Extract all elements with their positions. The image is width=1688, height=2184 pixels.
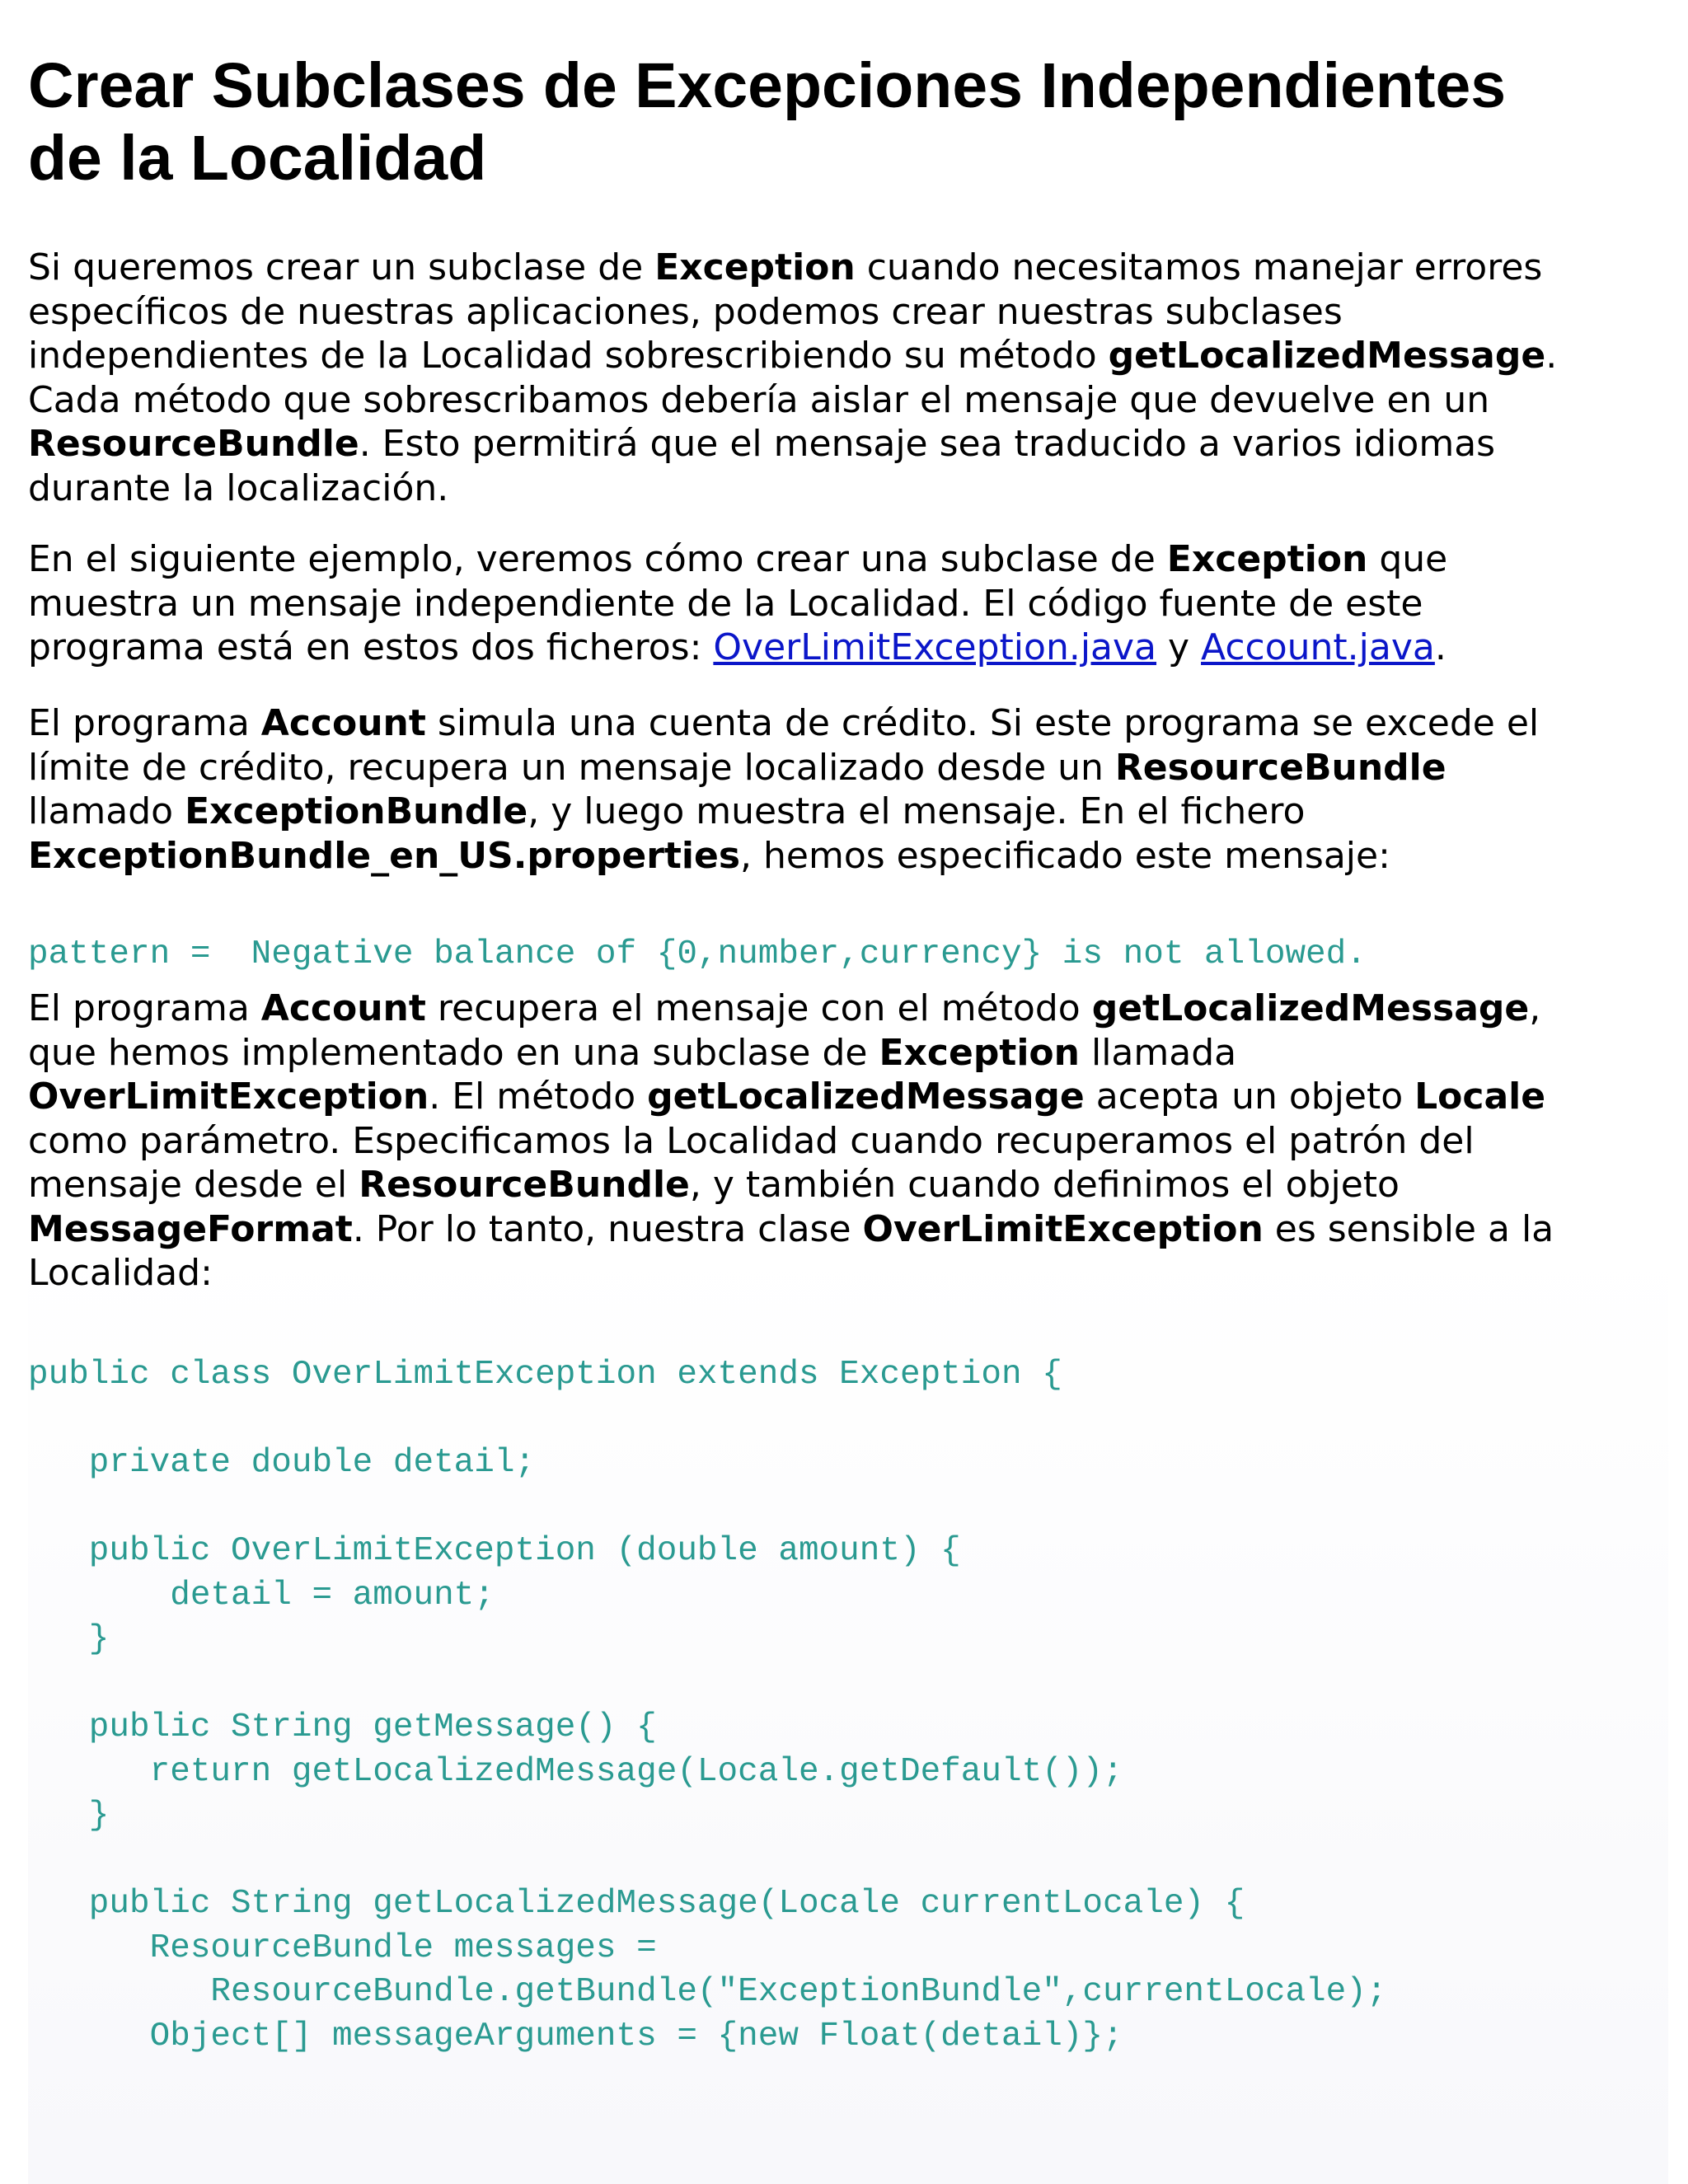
page-title: [28, 49, 1660, 194]
text-line: [28, 790, 1668, 834]
example-paragraph: [28, 537, 1668, 670]
text-run: Si queremos crear un subclase de: [28, 246, 655, 288]
text-line: [28, 334, 1668, 378]
bold-term: getLocalizedMessage: [1091, 987, 1530, 1029]
file-link[interactable]: OverLimitException.java: [713, 626, 1157, 668]
text-line: [28, 378, 1668, 423]
title-line: Crear Subclases de Excepciones Independientes: [28, 50, 1507, 121]
text-run: .: [1545, 335, 1558, 377]
code-line: [28, 1486, 1386, 1530]
intro-paragraph: [28, 246, 1668, 510]
text-line: [28, 422, 1668, 466]
text-line: [28, 537, 1668, 582]
code-line: [28, 1839, 1386, 1883]
text-run: , hemos especificado este mensaje:: [740, 834, 1390, 877]
text-run: llamado: [28, 790, 185, 832]
java-code-block: [28, 1353, 1386, 2059]
text-run: , y también cuando definimos el objeto: [689, 1164, 1400, 1206]
account-paragraph: [28, 701, 1668, 878]
text-run: simula una cuenta de crédito. Si este programa se excede el: [425, 702, 1540, 744]
text-line: [28, 1075, 1668, 1119]
bold-term: ResourceBundle: [359, 1164, 690, 1206]
bold-term: OverLimitException: [28, 1076, 429, 1118]
text-run: que hemos implementado en una subclase de: [28, 1031, 879, 1074]
code-line: }: [28, 1797, 110, 1835]
bold-term: ResourceBundle: [28, 423, 359, 465]
text-run: acepta un objeto: [1084, 1076, 1415, 1118]
bold-term: Exception: [879, 1031, 1080, 1074]
text-run: programa está en estos dos ficheros:: [28, 626, 714, 668]
code-line: [28, 1398, 1386, 1442]
code-line: pattern = Negative balance of {0,number,currency} is not allowed.: [28, 935, 1367, 973]
code-line: public OverLimitException (double amount) {: [28, 1532, 961, 1570]
text-run: En el siguiente ejemplo, veremos cómo crear una subclase de: [28, 538, 1167, 580]
text-line: [28, 246, 1668, 290]
title-line: de la Localidad: [28, 123, 487, 194]
file-link[interactable]: Account.java: [1201, 626, 1435, 668]
text-run: límite de crédito, recupera un mensaje localizado desde un: [28, 746, 1115, 789]
bold-term: Locale: [1414, 1076, 1546, 1118]
bold-term: getLocalizedMessage: [647, 1076, 1085, 1118]
document-page: [28, 0, 1668, 2184]
code-line: return getLocalizedMessage(Locale.getDefault());: [28, 1752, 1123, 1791]
bold-term: OverLimitException: [862, 1207, 1264, 1250]
text-run: independientes de la Localidad sobrescribiendo su método: [28, 335, 1109, 377]
text-run: . Esto permitirá que el mensaje sea traducido a varios idiomas: [359, 423, 1496, 465]
text-run: mensaje desde el: [28, 1164, 359, 1206]
text-run: que: [1367, 538, 1448, 580]
bold-term: ExceptionBundle: [185, 790, 528, 832]
text-line: [28, 1251, 1668, 1296]
bold-term: MessageFormat: [28, 1207, 353, 1250]
text-run: es sensible a la: [1263, 1207, 1554, 1250]
text-run: Cada método que sobrescribamos debería aislar el mensaje que devuelve en un: [28, 378, 1490, 421]
text-line: [28, 987, 1668, 1031]
text-run: El programa: [28, 702, 261, 744]
bold-term: getLocalizedMessage: [1108, 335, 1546, 377]
text-line: [28, 834, 1668, 879]
text-run: . Por lo tanto, nuestra clase: [352, 1207, 863, 1250]
text-run: . El método: [429, 1076, 648, 1118]
text-run: durante la localización.: [28, 466, 449, 509]
text-run: recupera el mensaje con el método: [425, 987, 1092, 1029]
code-line: private double detail;: [28, 1444, 536, 1482]
text-run: El programa: [28, 987, 261, 1029]
text-run: muestra un mensaje independiente de la Localidad. El código fuente de este: [28, 582, 1423, 625]
text-line: [28, 466, 1668, 511]
code-line: public class OverLimitException extends Exception {: [28, 1356, 1062, 1394]
text-run: ,: [1529, 987, 1541, 1029]
bold-term: Exception: [1166, 538, 1368, 580]
text-line: [28, 701, 1668, 746]
bold-term: ResourceBundle: [1114, 746, 1447, 789]
text-line: [28, 746, 1668, 790]
text-run: y: [1156, 626, 1202, 668]
bold-term: Account: [260, 702, 426, 744]
text-run: .: [1434, 626, 1447, 668]
code-line: }: [28, 1620, 110, 1658]
text-line: [28, 1207, 1668, 1252]
code-line: Object[] messageArguments = {new Float(detail)};: [28, 2017, 1123, 2055]
text-line: [28, 290, 1668, 335]
text-line: [28, 1119, 1668, 1164]
text-run: Localidad:: [28, 1252, 213, 1294]
text-line: [28, 1031, 1668, 1076]
bold-term: Account: [260, 987, 426, 1029]
properties-code-block: [28, 933, 1367, 977]
text-run: específicos de nuestras aplicaciones, podemos crear nuestras subclases: [28, 290, 1343, 333]
text-run: cuando necesitamos manejar errores: [855, 246, 1543, 288]
code-line: [28, 1662, 1386, 1707]
text-run: como parámetro. Especificamos la Localidad cuando recuperamos el patrón del: [28, 1119, 1475, 1162]
bold-term: Exception: [654, 246, 856, 288]
text-line: [28, 582, 1668, 626]
bold-term: ExceptionBundle_en_US.properties: [28, 834, 741, 877]
text-line: [28, 1163, 1668, 1207]
text-run: llamada: [1079, 1031, 1237, 1074]
locale-paragraph: [28, 987, 1668, 1296]
text-run: , y luego muestra el mensaje. En el fichero: [528, 790, 1306, 832]
code-line: detail = amount;: [28, 1576, 495, 1615]
code-line: ResourceBundle messages =: [28, 1929, 657, 1967]
code-line: ResourceBundle.getBundle("ExceptionBundle",currentLocale);: [28, 1973, 1387, 2011]
code-line: public String getLocalizedMessage(Locale currentLocale) {: [28, 1885, 1245, 1923]
code-line: public String getMessage() {: [28, 1708, 657, 1746]
text-line: [28, 626, 1668, 670]
